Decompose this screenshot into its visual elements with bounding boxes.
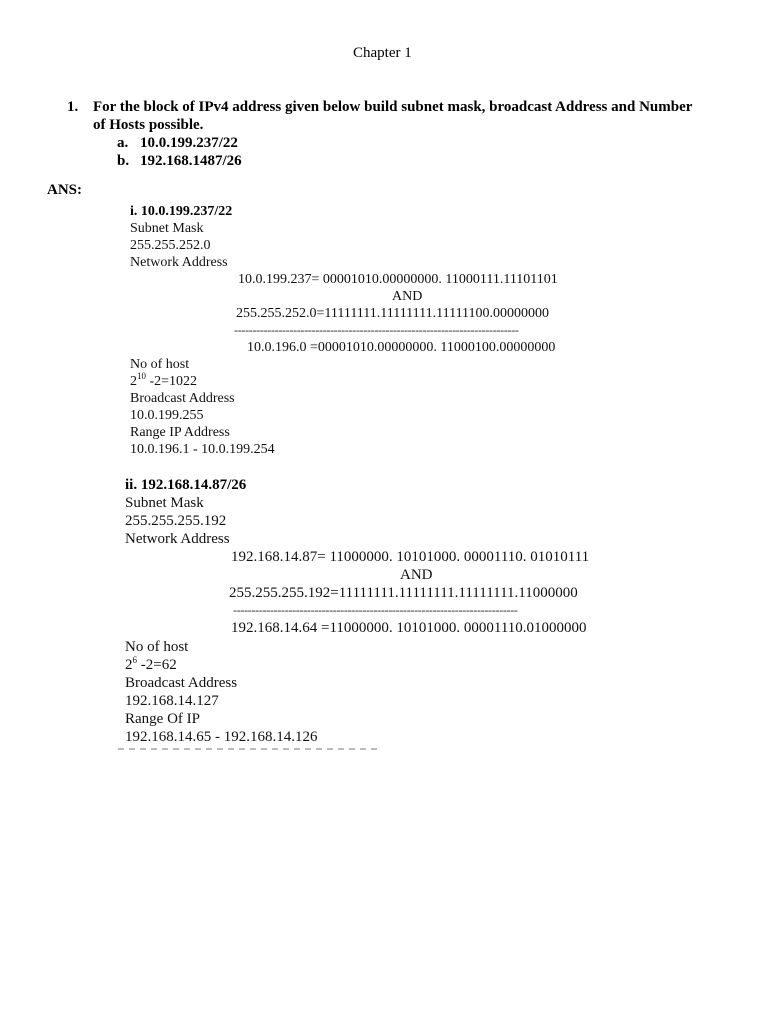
part2-subnet-mask-label: Subnet Mask xyxy=(125,495,204,511)
question-number: 1. xyxy=(67,99,79,115)
part1-range-label: Range IP Address xyxy=(130,425,230,440)
part1-calc-ip: 10.0.199.237= 00001010.00000000. 11000111.11101101 xyxy=(238,272,558,287)
chapter-header: Chapter 1 xyxy=(353,45,412,61)
part1-subnet-mask: 255.255.252.0 xyxy=(130,238,211,253)
part1-separator: ----------------------------------------------------------------------------- xyxy=(234,323,519,337)
option-b-marker: b. xyxy=(117,153,130,169)
part1-calc-result: 10.0.196.0 =00001010.00000000. 11000100.00000000 xyxy=(247,340,556,355)
part1-hosts-exp: 10 xyxy=(137,371,146,381)
question-text-line2: of Hosts possible. xyxy=(93,117,204,133)
question-text-line1: For the block of IPv4 address given below build subnet mask, broadcast Address and Number xyxy=(93,99,693,115)
part1-hosts-rest: -2=1022 xyxy=(146,374,198,389)
option-b-value: 192.168.1487/26 xyxy=(140,153,242,169)
part1-hosts-label: No of host xyxy=(130,357,190,372)
part1-range: 10.0.196.1 - 10.0.199.254 xyxy=(130,442,275,457)
part2-separator: ----------------------------------------------------------------------------- xyxy=(233,603,518,617)
part1-subnet-mask-label: Subnet Mask xyxy=(130,221,204,236)
image-cutoff-residue xyxy=(118,748,378,750)
part2-range: 192.168.14.65 - 192.168.14.126 xyxy=(125,729,318,745)
part2-calc-and: AND xyxy=(400,567,433,583)
part2-hosts-formula xyxy=(125,655,177,673)
part2-range-label: Range Of IP xyxy=(125,711,200,727)
part1-hosts-formula xyxy=(130,371,198,389)
part1-broadcast: 10.0.199.255 xyxy=(130,408,204,423)
part2-hosts-base: 2 xyxy=(125,657,133,673)
option-a-value: 10.0.199.237/22 xyxy=(140,135,238,151)
option-a-marker: a. xyxy=(117,135,129,151)
answer-label: ANS: xyxy=(47,182,83,198)
part1-broadcast-label: Broadcast Address xyxy=(130,391,235,406)
part2-calc-ip: 192.168.14.87= 11000000. 10101000. 00001110. 01010111 xyxy=(231,549,590,565)
part2-broadcast: 192.168.14.127 xyxy=(125,693,219,709)
part1-calc-mask: 255.255.252.0=11111111.11111111.11111100.00000000 xyxy=(236,306,550,321)
part2-broadcast-label: Broadcast Address xyxy=(125,675,238,691)
part1-title: i. 10.0.199.237/22 xyxy=(130,204,233,219)
part2-calc-mask: 255.255.255.192=11111111.11111111.11111111.11000000 xyxy=(229,585,578,601)
part1-calc-and: AND xyxy=(392,289,423,304)
part2-title: ii. 192.168.14.87/26 xyxy=(125,477,247,493)
part1-network-address-label: Network Address xyxy=(130,255,228,270)
part1-hosts-base: 2 xyxy=(130,374,137,389)
part2-network-address-label: Network Address xyxy=(125,531,230,547)
part2-hosts-exp: 6 xyxy=(132,655,137,665)
part2-hosts-rest: -2=62 xyxy=(137,657,177,673)
part2-calc-result: 192.168.14.64 =11000000. 10101000. 00001110.01000000 xyxy=(231,620,587,636)
part2-subnet-mask: 255.255.255.192 xyxy=(125,513,227,529)
part2-hosts-label: No of host xyxy=(125,639,189,655)
